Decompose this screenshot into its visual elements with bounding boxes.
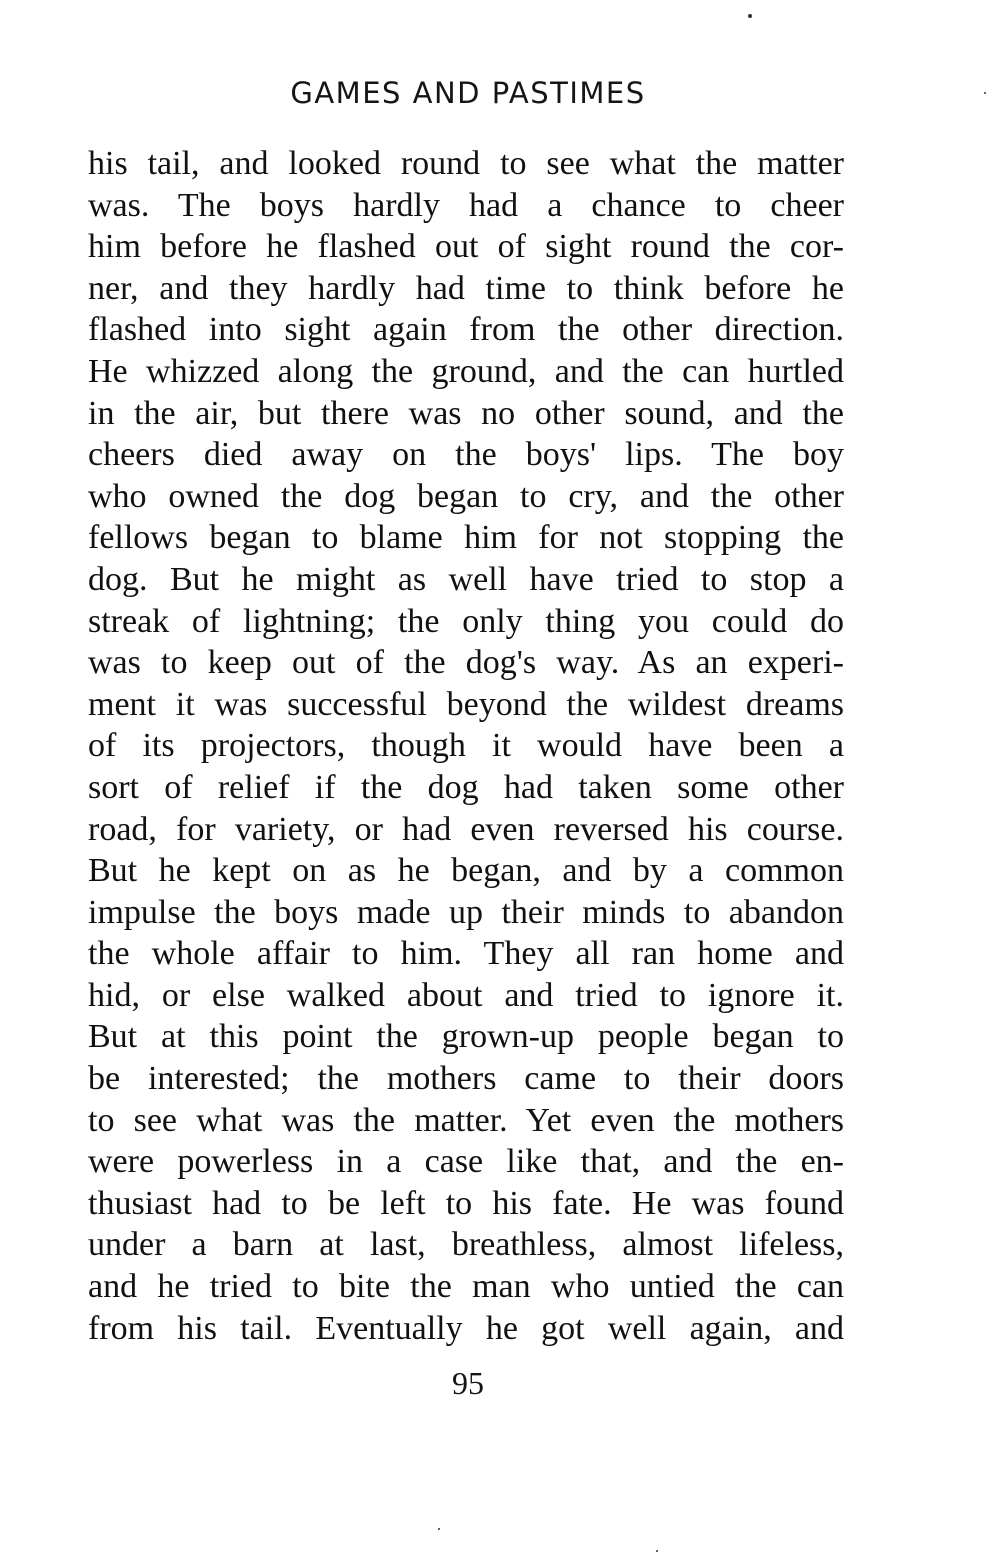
text-line: his tail, and looked round to see what the matter xyxy=(88,145,844,182)
text-line: ment it was successful beyond the wildest dreams xyxy=(88,685,844,723)
text-line: the whole affair to him. They all ran home and xyxy=(88,935,844,973)
text-line: was. The boys hardly had a chance to cheer xyxy=(88,186,844,224)
scan-speck xyxy=(438,1528,440,1530)
scan-speck xyxy=(984,92,986,94)
text-line: But at this point the grown-up people began to xyxy=(88,1018,844,1056)
text-line: dog. But he might as well have tried to stop a xyxy=(88,560,844,598)
text-line: sort of relief if the dog had taken some other xyxy=(88,768,844,806)
page-number: 95 xyxy=(452,1365,484,1401)
text-line: who owned the dog began to cry, and the other xyxy=(88,477,844,515)
text-line: ner, and they hardly had time to think before he xyxy=(88,269,844,307)
text-line: from his tail. Eventually he got well again, and xyxy=(88,1309,844,1347)
text-line: road, for variety, or had even reversed his course. xyxy=(88,810,844,848)
text-line: hid, or else walked about and tried to ignore it. xyxy=(88,976,844,1014)
text-line: thusiast had to be left to his fate. He was found xyxy=(88,1184,844,1222)
text-line: and he tried to bite the man who untied the can xyxy=(88,1268,844,1306)
text-line: in the air, but there was no other sound, and the xyxy=(88,394,844,432)
text-line: streak of lightning; the only thing you could do xyxy=(88,602,844,640)
text-line: to see what was the matter. Yet even the mothers xyxy=(88,1101,844,1139)
text-line: him before he flashed out of sight round the cor- xyxy=(88,228,844,266)
text-line: impulse the boys made up their minds to abandon xyxy=(88,893,844,931)
text-line: flashed into sight again from the other direction. xyxy=(88,311,844,349)
text-line: He whizzed along the ground, and the can hurtled xyxy=(88,352,844,390)
running-head: GAMES AND PASTIMES xyxy=(290,76,646,110)
text-line: of its projectors, though it would have been a xyxy=(88,727,844,765)
text-line: cheers died away on the boys' lips. The boy xyxy=(88,436,844,474)
body-text xyxy=(88,143,844,1349)
scan-speck xyxy=(748,14,752,18)
text-line: fellows began to blame him for not stopping the xyxy=(88,519,844,557)
text-line: were powerless in a case like that, and the en- xyxy=(88,1143,844,1181)
text-line: was to keep out of the dog's way. As an experi- xyxy=(88,644,844,682)
text-line: But he kept on as he began, and by a common xyxy=(88,852,844,890)
text-line: be interested; the mothers came to their doors xyxy=(88,1060,844,1098)
scan-speck xyxy=(656,1550,658,1552)
text-line: under a barn at last, breathless, almost lifeless, xyxy=(88,1226,844,1264)
